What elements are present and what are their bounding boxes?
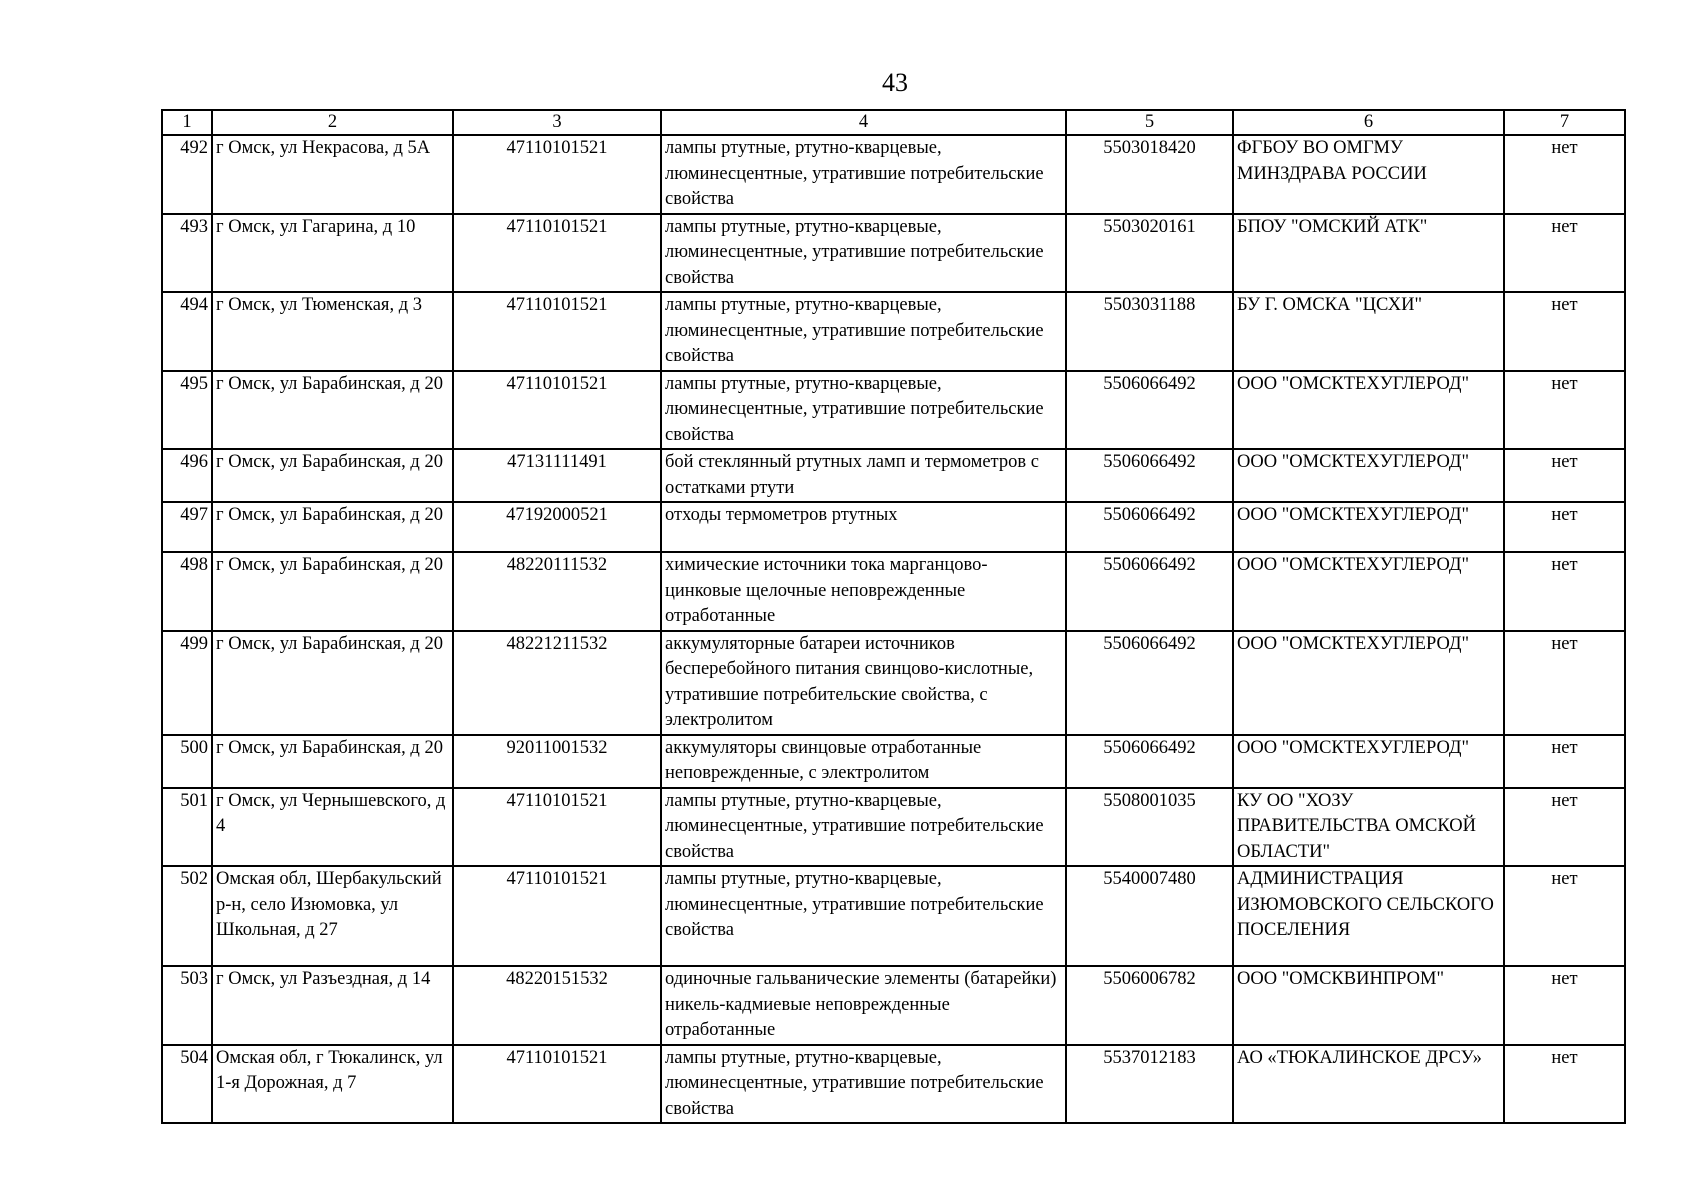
organization-cell: ООО "ОМСКТЕХУГЛЕРОД" [1233, 449, 1504, 502]
organization-cell: АДМИНИСТРАЦИЯ ИЗЮМОВСКОГО СЕЛЬСКОГО ПОСЕЛЕНИЯ [1233, 866, 1504, 966]
table-row [162, 788, 1625, 867]
table-row [162, 292, 1625, 371]
address-cell: г Омск, ул Барабинская, д 20 [212, 449, 453, 502]
column-header: 6 [1233, 110, 1504, 135]
address-cell: г Омск, ул Гагарина, д 10 [212, 214, 453, 293]
table-header [162, 110, 1625, 135]
flag-cell: нет [1504, 214, 1625, 293]
column-header: 4 [661, 110, 1066, 135]
column-header: 2 [212, 110, 453, 135]
row-number: 500 [162, 735, 212, 788]
table-row [162, 449, 1625, 502]
waste-name-cell: лампы ртутные, ртутно-кварцевые, люминесцентные, утратившие потребительские свойства [661, 292, 1066, 371]
waste-code-cell: 47110101521 [453, 866, 661, 966]
inn-cell: 5540007480 [1066, 866, 1233, 966]
organization-cell: БУ Г. ОМСКА "ЦСХИ" [1233, 292, 1504, 371]
waste-name-cell: аккумуляторы свинцовые отработанные неповрежденные, с электролитом [661, 735, 1066, 788]
waste-name-cell: лампы ртутные, ртутно-кварцевые, люминесцентные, утратившие потребительские свойства [661, 371, 1066, 450]
waste-name-cell: отходы термометров ртутных [661, 502, 1066, 552]
inn-cell: 5506066492 [1066, 735, 1233, 788]
address-cell: г Омск, ул Барабинская, д 20 [212, 552, 453, 631]
organization-cell: ФГБОУ ВО ОМГМУ МИНЗДРАВА РОССИИ [1233, 135, 1504, 214]
waste-name-cell: одиночные гальванические элементы (батарейки) никель-кадмиевые неповрежденные отработанные [661, 966, 1066, 1045]
flag-cell: нет [1504, 966, 1625, 1045]
waste-name-cell: лампы ртутные, ртутно-кварцевые, люминесцентные, утратившие потребительские свойства [661, 1045, 1066, 1124]
organization-cell: АО «ТЮКАЛИНСКОЕ ДРСУ» [1233, 1045, 1504, 1124]
organization-cell: ООО "ОМСКТЕХУГЛЕРОД" [1233, 552, 1504, 631]
row-number: 503 [162, 966, 212, 1045]
table-row [162, 135, 1625, 214]
waste-name-cell: лампы ртутные, ртутно-кварцевые, люминесцентные, утратившие потребительские свойства [661, 866, 1066, 966]
inn-cell: 5506066492 [1066, 371, 1233, 450]
waste-name-cell: бой стеклянный ртутных ламп и термометров с остатками ртути [661, 449, 1066, 502]
waste-code-cell: 47192000521 [453, 502, 661, 552]
address-cell: Омская обл, Шербакульский р-н, село Изюмовка, ул Школьная, д 27 [212, 866, 453, 966]
inn-cell: 5506066492 [1066, 449, 1233, 502]
row-number: 502 [162, 866, 212, 966]
row-number: 493 [162, 214, 212, 293]
table-body [162, 135, 1625, 1123]
waste-code-cell: 47110101521 [453, 292, 661, 371]
row-number: 497 [162, 502, 212, 552]
page-number: 43 [882, 68, 908, 97]
inn-cell: 5508001035 [1066, 788, 1233, 867]
organization-cell: ООО "ОМСКВИНПРОМ" [1233, 966, 1504, 1045]
flag-cell: нет [1504, 502, 1625, 552]
row-number: 501 [162, 788, 212, 867]
flag-cell: нет [1504, 371, 1625, 450]
organization-cell: ООО "ОМСКТЕХУГЛЕРОД" [1233, 371, 1504, 450]
inn-cell: 5506066492 [1066, 502, 1233, 552]
table-row [162, 502, 1625, 552]
address-cell: г Омск, ул Некрасова, д 5А [212, 135, 453, 214]
waste-name-cell: лампы ртутные, ртутно-кварцевые, люминесцентные, утратившие потребительские свойства [661, 214, 1066, 293]
address-cell: г Омск, ул Разъездная, д 14 [212, 966, 453, 1045]
column-header: 1 [162, 110, 212, 135]
organization-cell: ООО "ОМСКТЕХУГЛЕРОД" [1233, 631, 1504, 735]
inn-cell: 5506066492 [1066, 631, 1233, 735]
waste-code-cell: 47110101521 [453, 1045, 661, 1124]
flag-cell: нет [1504, 1045, 1625, 1124]
row-number: 499 [162, 631, 212, 735]
flag-cell: нет [1504, 135, 1625, 214]
column-header: 3 [453, 110, 661, 135]
flag-cell: нет [1504, 292, 1625, 371]
waste-code-cell: 47110101521 [453, 214, 661, 293]
table-row [162, 371, 1625, 450]
flag-cell: нет [1504, 552, 1625, 631]
table-row [162, 966, 1625, 1045]
flag-cell: нет [1504, 735, 1625, 788]
address-cell: г Омск, ул Барабинская, д 20 [212, 371, 453, 450]
address-cell: Омская обл, г Тюкалинск, ул 1-я Дорожная, д 7 [212, 1045, 453, 1124]
inn-cell: 5503031188 [1066, 292, 1233, 371]
waste-name-cell: лампы ртутные, ртутно-кварцевые, люминесцентные, утратившие потребительские свойства [661, 135, 1066, 214]
inn-cell: 5537012183 [1066, 1045, 1233, 1124]
row-number: 504 [162, 1045, 212, 1124]
waste-code-cell: 92011001532 [453, 735, 661, 788]
flag-cell: нет [1504, 866, 1625, 966]
inn-cell: 5506006782 [1066, 966, 1233, 1045]
table-row [162, 631, 1625, 735]
row-number: 492 [162, 135, 212, 214]
inn-cell: 5506066492 [1066, 552, 1233, 631]
column-header: 5 [1066, 110, 1233, 135]
waste-name-cell: аккумуляторные батареи источников бесперебойного питания свинцово-кислотные, утратившие потребительские свойства, с электролитом [661, 631, 1066, 735]
flag-cell: нет [1504, 449, 1625, 502]
table-row [162, 735, 1625, 788]
flag-cell: нет [1504, 631, 1625, 735]
column-header: 7 [1504, 110, 1625, 135]
row-number: 496 [162, 449, 212, 502]
table-row [162, 1045, 1625, 1124]
waste-code-cell: 47110101521 [453, 371, 661, 450]
address-cell: г Омск, ул Чернышевского, д 4 [212, 788, 453, 867]
inn-cell: 5503018420 [1066, 135, 1233, 214]
header-row [162, 110, 1625, 135]
waste-registry-table [161, 109, 1626, 1124]
waste-name-cell: химические источники тока марганцово-цинковые щелочные неповрежденные отработанные [661, 552, 1066, 631]
waste-code-cell: 48220151532 [453, 966, 661, 1045]
table-row [162, 552, 1625, 631]
inn-cell: 5503020161 [1066, 214, 1233, 293]
waste-code-cell: 48221211532 [453, 631, 661, 735]
row-number: 495 [162, 371, 212, 450]
address-cell: г Омск, ул Тюменская, д 3 [212, 292, 453, 371]
row-number: 494 [162, 292, 212, 371]
table-row [162, 214, 1625, 293]
waste-name-cell: лампы ртутные, ртутно-кварцевые, люминесцентные, утратившие потребительские свойства [661, 788, 1066, 867]
address-cell: г Омск, ул Барабинская, д 20 [212, 502, 453, 552]
flag-cell: нет [1504, 788, 1625, 867]
table-row [162, 866, 1625, 966]
waste-code-cell: 47110101521 [453, 788, 661, 867]
waste-code-cell: 47131111491 [453, 449, 661, 502]
address-cell: г Омск, ул Барабинская, д 20 [212, 631, 453, 735]
address-cell: г Омск, ул Барабинская, д 20 [212, 735, 453, 788]
organization-cell: ООО "ОМСКТЕХУГЛЕРОД" [1233, 735, 1504, 788]
organization-cell: ООО "ОМСКТЕХУГЛЕРОД" [1233, 502, 1504, 552]
waste-code-cell: 48220111532 [453, 552, 661, 631]
waste-code-cell: 47110101521 [453, 135, 661, 214]
organization-cell: БПОУ "ОМСКИЙ АТК" [1233, 214, 1504, 293]
organization-cell: КУ ОО "ХОЗУ ПРАВИТЕЛЬСТВА ОМСКОЙ ОБЛАСТИ" [1233, 788, 1504, 867]
row-number: 498 [162, 552, 212, 631]
